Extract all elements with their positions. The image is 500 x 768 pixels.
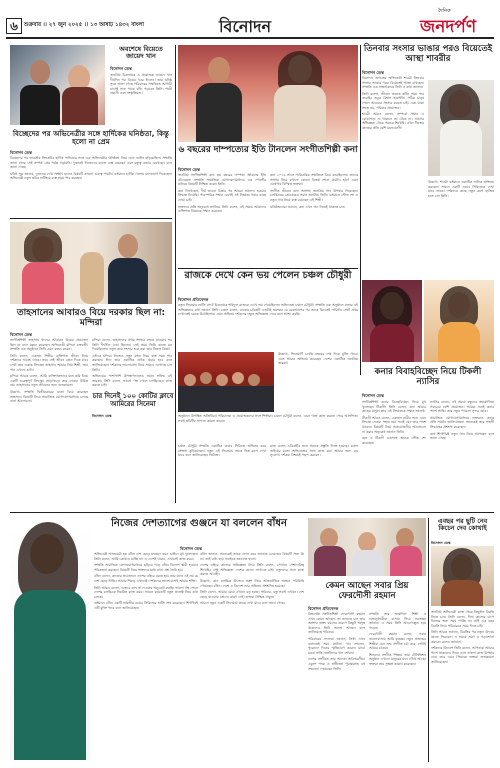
body-center-lower: চঞ্চল চৌধুরী সম্প্রতি একাধিক ওয়েব সিরিজে অভিনয় করে প্রশংসা কুড়িয়েছেন। নতুন এই সিনেমায় তাকে ভিন্ন রূপে দেখা যাবে বলে জানিয়েছেন নির্মাতা।: [178, 444, 266, 458]
headline-zayed: অবশেষে বিয়েতে জায়েদ খান: [119, 45, 163, 61]
headline-tikli: কনার বিবাহবিচ্ছেদ নিয়ে টিকলী ন্যাসির: [374, 367, 482, 387]
byline-tikli: বিনোদন ডেস্ক: [362, 393, 384, 398]
header-rule: [6, 37, 494, 39]
divider: [360, 45, 361, 375]
byline-hardik: বিনোদন ডেস্ক: [10, 150, 32, 155]
photo-small: [431, 546, 494, 606]
body-shabri: বিনোদন জগতের অভিনেত্রী শাবরী তিনবার সংসার ভাঙার পরও বিয়েতেই আস্থা রাখছেন। সম্প্রতি এক সাক্ষাৎকারে তিনি এ কথা জানান। তিনি বলেন, জীবনে অনেক কঠিন সময় পার করেছি। তবুও বিশ্বাস হারাইনি। সঠিক মানুষ পেলে আবারও সংসার করতে চাই। একা থাকা সহজ নয়, পরিবার প্রয়োজন। শাবরী আরও বলেন, সম্পর্কে সম্মান ও বোঝাপড়া না থাকলে তা টেকে না। আগের অভিজ্ঞতা থেকে অনেক শিখেছি। এখন নিজের কাজের প্রতি বেশি মনোযোগী।: [362, 76, 424, 130]
headline-small: এবছর পর ছুটি নেব কিচেন দেব কোথাই: [437, 517, 488, 533]
divider: [428, 518, 429, 762]
photo-ferdousi: [308, 518, 426, 576]
body-chanchal: নতুন সিনেমার শুটিং সেটে চিত্রনায়ক শরিফুল রাজকে দেখে ভয় পেয়েছিলেন অভিনেতা চঞ্চল চৌধুরী। সম্প্রতি এক অনুষ্ঠানে মজার এই অভিজ্ঞতার কথা জানান তিনি। চঞ্চল বলেন, রাজের চরিত্রটি এতটাই ভয়ংকর যে মেকআপের পর তাকে চিনতেই পারিনি। সেটে প্রথম দেখাতেই চমকে উঠেছিলাম। এমন অভিনয় দর্শকদের নতুন অভিজ্ঞতা দেবে বলে আশা করছি।: [178, 303, 358, 317]
logo-small: দৈনিক: [438, 8, 451, 14]
body-kona: জনপ্রিয় সংগীতশিল্পী কনা ছয় বছরের দাম্পত্য জীবনের ইতি টেনেছেন। সম্প্রতি সামাজিক যোগাযোগমাধ্যমে এক পোস্টের মাধ্যমে বিষয়টি নিশ্চিত করেন তিনি। কনা লিখেছেন, দীর্ঘ ভাবনা চিন্তার পর আমরা আলাদা হওয়ার সিদ্ধান্ত নিয়েছি। পারস্পরিক সম্মান রেখেই এই সিদ্ধান্ত। সবার কাছে দোয়া চাই। ভক্তদের প্রতি অনুরোধ জানিয়ে তিনি বলেন, এই সময়ে আমাদের ব্যক্তিগত বিষয়কে সম্মান করবেন।: [178, 173, 266, 214]
photo-tikli-1: [362, 280, 422, 362]
body-tikli-2: ন্যাসির বলেন, এই সময়ে বন্ধুদের সহযোগিতা সবচেয়ে বেশি প্রয়োজন। আমরা সবাই কনার পাশে আছি। তার নতুন পথচলা সুন্দর হোক। সামাজিক যোগাযোগমাধ্যমে ভক্তরাও কনার প্রতি সমর্থন জানিয়েছেন। অনেকেই তার সাহসী সিদ্ধান্তের প্রশংসা করেছেন। কনা শিগগিরই নতুন গান নিয়ে আসছেন বলে জানা গেছে।: [430, 400, 494, 441]
divider: [10, 218, 172, 219]
photo-kona: [178, 45, 358, 142]
logo: জনদর্পণ: [420, 17, 477, 37]
divider: [178, 268, 358, 269]
body-small: জনপ্রিয় অভিনেত্রী কাজ থেকে কিছুদিন বিরতি নিতে চান। তিনি বলেন, টানা কাজের চাপে নিজের জন্য সময় পাচ্ছি না। তাই এক বছর বিরতি নিয়ে পরিবারকে সময় দিতে চাই। তিনি আরও জানান, বিরতির পর নতুন উদ্যমে কাজে ফিরবেন। এ সময়ে ভ্রমণ ও পড়াশোনা করবেন বলেও জানান। দর্শকদের উদ্দেশে তিনি বলেন, আপনারা আমার পাশে থাকবেন। ফিরে এসে ভালো কাজ উপহার দেব। তার এমন সিদ্ধান্তে ভক্তরা শুভকামনা জানিয়েছেন।: [431, 610, 494, 664]
body-chanchal-2: উল্লেখ্য, সিনেমাটি চলতি বছরের শেষ দিকে মুক্তি পাবে। এতে আরও অভিনয় করেছেন দেশের একাধিক জনপ্রিয় তারকা।: [278, 352, 358, 366]
byline-badhan: বিনোদন ডেস্ক: [180, 546, 202, 551]
photo-shabri: [428, 80, 494, 176]
body-zayed: জনপ্রিয় চিত্রনায়ক ও প্রযোজক জায়েদ খান দীর্ঘদিন পর বিয়ের খবর দিলেন। তার ঘনিষ্ঠ সূত্রে জানা গেছে পরিবারের সম্মতিতে আগামী মাসেই সাত পাকে বাঁধা পড়বেন তিনি। পাত্রী প্রবাসী এবং সংস্কৃতিমনা।: [110, 73, 172, 96]
headline-aamir-display: চার দিনেই ১০০ কোটির ক্লাবে আমিরের সিনেমা: [92, 392, 174, 408]
photo-event: [178, 352, 274, 412]
masthead: [0, 0, 500, 40]
divider: [175, 45, 176, 503]
body-kona-2: কনা ২০১৯ সালে পারিবারিক সম্মতিতে বিয়ে করেছিলেন। তাদের সংসার নিয়ে কখনো কোনো বিতর্ক শোনা যায়নি। হঠাৎ এমন ঘোষণায় বিস্মিত ভক্তরা। সংগীত জীবনে কনা অসংখ্য জনপ্রিয় গান উপহার দিয়েছেন। চলচ্চিত্রের প্লেব্যাকেও সমান জনপ্রিয় তিনি। বর্তমানে স্টেজ শো ও নতুন গান নিয়ে ব্যস্ত রয়েছেন এই শিল্পী। ঘনিষ্ঠজনেরা জানান, কনা এখন গান নিয়েই থাকতে চান।: [270, 173, 358, 209]
headline-hardik: বিচ্ছেদের পর অভিনেত্রীর সঙ্গে হার্দিকের ঘনিষ্ঠতা, কিন্তু হলো না প্রেম: [13, 129, 169, 147]
body-badhan-2: বাঁধন জানান, অনেকেই তাকে ফোন করে জানতে চেয়েছেন বিষয়টি সত্য কি না। তাই বাধ্য হয়ে সবাইকে জানাতে হলো। দেশের বাইরে কাজের অভিজ্ঞতা নিয়ে তিনি বলেন, সেখানে পেশাদারিত্ব শিখেছি। সেই অভিজ্ঞতা দেশের কাজে লাগাতে চাই। নতুনদের সঙ্গে কাজ করতে আগ্রহী। উল্লেখ্য, কান চলচ্চিত্র উৎসবে অংশ নিয়ে আন্তর্জাতিক অঙ্গনে পরিচিতি পেয়েছেন বাঁধন। দেশে ও বিদেশে তার অভিনয় প্রশংসিত হয়েছে। তিনি বলেন, আমার মেয়ে এখানে বড় হচ্ছে। পরিবার, বন্ধু সবাই এখানে। দেশ ছেড়ে যাওয়ার কোনো কারণ নেই। ভক্তরা নিশ্চিন্ত থাকুন। সামনে নতুন একটি সিনেমায় তাকে দেখা যাবে বলে জানা গেছে।: [200, 552, 304, 606]
body-ferdousi-2: সম্প্রতি তার জন্মদিনে শিল্পী ও শুভানুধ্যায়ীরা বাসায় গিয়ে শুভেচ্ছা জানান। এ সময় তিনি আবেগাপ্লুত হয়ে পড়েন। ফেরদৌসী রহমান বলেন, সবার ভালোবাসায় আমি কৃতজ্ঞ। নতুন প্রজন্মের শিল্পীরা যেন শুদ্ধ সংগীত চর্চা করে, সেটাই আমার চাওয়া। শিশুদের সংগীত শিক্ষায় তার টেলিভিশন অনুষ্ঠান এখনো মানুষের মনে গেঁথে আছে। ভক্তরা তার সুস্থতা কামনা করেছেন।: [369, 612, 426, 666]
section-title: বিনোদন: [218, 17, 272, 36]
body-mandira-2: মন্দিরা বলেন, তাহসানের প্রথম সংসার ভেঙে যাওয়ার পর তিনি দীর্ঘদিন একা ছিলেন। সেই সময় তিনি কাজে মন দিয়েছিলেন। নতুন করে সংসার শুরু করা তার নিজস্ব বিষয়। এদিকে মন্দিরা নিজেও নতুন কাজ নিয়ে ব্যস্ত সময় পার করছেন। ঈদে তার একাধিক নাটক প্রচার হবে বলে জানিয়েছেন। দর্শকদের ভালোবাসা নিয়ে সামনে এগোতে চান তিনি। অভিনয়ের পাশাপাশি উপস্থাপনাতেও সমান সক্রিয় এই তারকা। তিনি বলেন, ভালো গল্প পেলে চলচ্চিত্রেও কাজ করতে চাই।: [92, 338, 172, 388]
body-ferdousi: কিংবদন্তি সংগীতশিল্পী ফেরদৌসী রহমান এখন কেমন আছেন, তা জানতে চান তার অসংখ্য ভক্ত। বয়সের কারণে কিছুটা অসুস্থ থাকলেও তিনি ভালো আছেন বলে জানিয়েছে পরিবার। পরিবারের সদস্যরা জানান, তিনি এখন বাসাতেই সময় কাটান। গান শোনেন, পুরোনো দিনের স্মৃতিচারণ করেন। মাঝে মাঝে নাতি নাতনিদের গান শেখান। দেশের সংগীতে তার অবদান অবিস্মরণীয়। একুশে পদক ও স্বাধীনতা পুরস্কারসহ বহু সম্মাননা পেয়েছেন তিনি।: [308, 612, 365, 671]
body-center-lower-2: রাজ বলেন, চরিত্রটির জন্য অনেক প্রস্তুতি নিতে হয়েছে। চঞ্চল ভাইয়ের মতো অভিনেতার সঙ্গে কাজ করা আমার জন্য বড় সুযোগ। দর্শকরা নিশ্চয়ই পছন্দ করবেন।: [270, 444, 358, 458]
divider: [10, 512, 494, 513]
byline-shabri: বিনোদন ডেস্ক: [362, 70, 384, 75]
page-number-box: ৬: [6, 18, 22, 34]
byline-mandira: বিনোদন ডেস্ক: [10, 332, 32, 337]
body-tikli: সংগীতশিল্পী কনার বিবাহবিচ্ছেদ নিয়ে মুখ খুলেছেন টিকলী। তিনি বলেন, কনা আমার কাছের মানুষ। তার এই সিদ্ধান্তকে সম্মান জানাই। টিকলী আরও বলেন, একজন নারীর জন্য এমন সিদ্ধান্ত নেওয়া সহজ নয়। সবাই যেন তার পাশে থাকেন। বিষয়টি নিয়ে অপ্রয়োজনীয় আলোচনা না করার অনুরোধ জানান তিনি। কনা ও টিকলী একসঙ্গে অনেক স্টেজ শো করেছেন।: [362, 400, 426, 445]
body-badhan: অভিনেত্রী আজমেরী হক বাঁধন দেশ ছেড়ে যাচ্ছেন এমন গুঞ্জনে মুখ খুলেছেন। তিনি বলেন, আমি কোথাও যাচ্ছি না। এ দেশেই থাকব, এখানেই কাজ করব। সম্প্রতি সামাজিক যোগাযোগমাধ্যমে ছড়িয়ে পড়ে বাঁধন বিদেশে স্থায়ী হওয়ার পরিকল্পনা করছেন। বিষয়টি নিয়ে ভক্তদের মধ্যে নানা প্রশ্ন তৈরি হয়। বাঁধন বলেন, কাজের প্রয়োজনে দেশের বাইরে যেতে হয়। তার মানে এই নয় যে দেশ ছেড়ে দিচ্ছি। আমার শিকড় এখানেই। দর্শকদের ভালোবাসাই আমার শক্তি। তিনি আরও বলেন, গুজবে কান না দেওয়ার অনুরোধ করছি। ভালো গল্প পেলে দেশের চলচ্চিত্রে নিয়মিত কাজ করব। সামনে কয়েকটি নতুন প্রজেক্ট নিয়ে কথা চলছে। বর্তমানে বাঁধন একটি ভারতীয় ওয়েব সিরিজের শুটিং শেষ করেছেন। শিগগিরই এটি মুক্তি পাবে বলে জানিয়েছেন।: [94, 552, 198, 610]
byline-zayed: বিনোদন ডেস্ক: [110, 66, 132, 71]
headline-shabri: তিনবার সংসার ভাঙার পরও বিয়েতেই আস্থা শাবরীর: [363, 44, 493, 64]
headline-ferdousi: কেমন আছেন সবার প্রিয় ফেরদৌসী রহমান: [325, 581, 409, 601]
body-shabri-2: উল্লেখ্য, শাবরী বর্তমানে একাধিক নাটকে অভিনয় করছেন। সামনে একটি ওয়েব সিরিজেও দেখা যাবে তাকে। দর্শকদের কাছে নতুন রূপে হাজির হতে চান তিনি।: [428, 180, 494, 198]
photo-mandira: [10, 222, 172, 304]
headline-kona: ৬ বছরের দাম্পত্যের ইতি টানলেন সংগীতশিল্পী কনা: [178, 145, 358, 155]
byline-ferdousi: বিনোদন প্রতিবেদক: [308, 606, 339, 611]
body-hardik: বিচ্ছেদের পর ভারতীয় ক্রিকেটার হার্দিক পান্ডিয়ার সঙ্গে এক অভিনেত্রীর ঘনিষ্ঠতা নিয়ে নানা গুঞ্জন ছড়িয়েছিল। সম্প্রতি জানা গেছে সেই সম্পর্ক প্রেম পর্যন্ত গড়ায়নি। দুজনেই নিজেদের কাজে ব্যস্ত রয়েছেন এবং বন্ধুত্ব বজায় রেখেছেন বলে জানা গেছে। ঘনিষ্ঠ সূত্র জানায়, দুজনের দেখা সাক্ষাৎ হলেও বিষয়টি কখনো গুরুত্ব পায়নি। বর্তমানে হার্দিক খেলায় মনোযোগ দিয়েছেন। অভিনেত্রী নতুন ছবির শুটিংয়ে ব্যস্ত সময় পার করছেন।: [10, 156, 172, 181]
date-line: শুক্রবার ।। ২৭ জুন ২০২৫ ।। ১৩ আষাঢ় ১৪৩২ বাংলা: [24, 22, 144, 28]
byline-small: বিনোদন ডেস্ক: [431, 541, 451, 545]
headline-badhan: নিজের দেশত্যাগের গুঞ্জনে যা বললেন বাঁধন: [111, 518, 287, 529]
photo-zayed: [10, 45, 105, 125]
headline-mandira: তাহসানের আবারও বিয়ে দরকার ছিল না: মন্দিরা: [16, 308, 166, 329]
byline-aamir: বিনোদন ডেস্ক: [92, 414, 112, 418]
caption-event: অনুষ্ঠানে উপস্থিত অতিথিরা। পরিচালক ও প্রযোজকদের সঙ্গে শিল্পীরা। চঞ্চল চৌধুরী বলেন, এমন গল্পে কাজ করতে পেরে আনন্দিত। সবাই ছবিটির সাফল্য কামনা করেন।: [178, 414, 358, 423]
headline-chanchal: রাজকে দেখে কেন ভয় পেলেন চঞ্চল চৌধুরী: [184, 270, 352, 281]
photo-tikli-2: [424, 280, 494, 362]
byline-chanchal: বিনোদন প্রতিবেদক: [178, 297, 209, 302]
photo-badhan: [10, 520, 90, 760]
body-mandira: সংগীতশিল্পী তাহসান খানের আবারও বিয়ের প্রয়োজন ছিল না বলে মন্তব্য করেছেন অভিনেত্রী মন্দিরা চক্রবর্তী। সম্প্রতি এক অনুষ্ঠানে তিনি এমন মন্তব্য করেন। তিনি বলেন, একজন শিল্পীর ব্যক্তিগত জীবন নিয়ে দর্শকদের আগ্রহ থাকে। তবে সেই জীবন কোন দিকে যাবে সেটা তার একান্ত সিদ্ধান্ত। তাহসান আমার প্রিয় শিল্পী, তার গান এখনো শুনি। মন্দিরা আরও বলেন, আমি ব্যক্তিগতভাবে মনে করি বিয়ে একটি গুরুত্বপূর্ণ সিদ্ধান্ত। তাড়াহুড়ো করে নেওয়া উচিত নয়। তাহসানের নতুন জীবনের জন্য শুভকামনা। উল্লেখ্য, সম্প্রতি দ্বিতীয়বারের মতো বিয়ে করেছেন তাহসান। বিষয়টি নিয়ে সামাজিক যোগাযোগমাধ্যমে চলছে নানা আলোচনা।: [10, 338, 88, 404]
byline-kona: বিনোদন ডেস্ক: [178, 167, 200, 172]
